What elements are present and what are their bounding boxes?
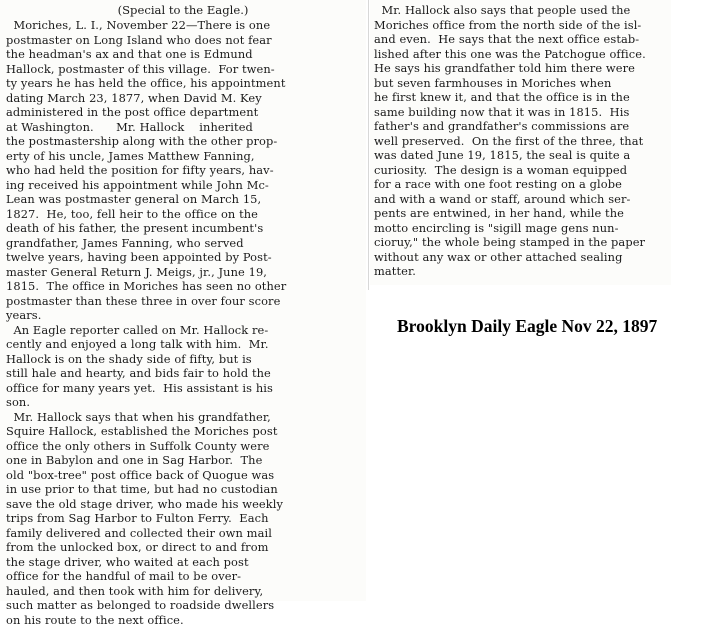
article-text-line: the postmastership along with the other prop- (6, 134, 286, 149)
article-text-line: Lean was postmaster general on March 15, (6, 192, 286, 207)
article-text-line: Moriches, L. I., November 22—There is one (6, 18, 286, 33)
source-caption: Brooklyn Daily Eagle Nov 22, 1897 (397, 316, 657, 337)
article-text-line: death of his father, the present incumbent's (6, 221, 286, 236)
article-column-left (0, 0, 366, 601)
article-text-line: office for many years yet. His assistant is his (6, 381, 286, 396)
article-text-line: in use prior to that time, but had no custodian (6, 482, 286, 497)
article-text-line: 1815. The office in Moriches has seen no other (6, 279, 286, 294)
article-text-line: master General Return J. Meigs, jr., June 19, (6, 265, 286, 280)
article-text-line: matter. (374, 264, 646, 279)
article-text-line: Squire Hallock, established the Moriches post (6, 424, 286, 439)
article-text-line: twelve years, having been appointed by Post- (6, 250, 286, 265)
article-text-line: well preserved. On the first of the three, that (374, 134, 646, 149)
article-text-line: cioruy," the whole being stamped in the paper (374, 235, 646, 250)
article-column-right (370, 0, 671, 285)
article-text-line: office for the handful of mail to be over- (6, 569, 286, 584)
article-text-line: trips from Sag Harbor to Fulton Ferry. Each (6, 511, 286, 526)
article-text-line: father's and grandfather's commissions are (374, 119, 646, 134)
article-text-line: Hallock is on the shady side of fifty, but is (6, 352, 286, 367)
right-column-text (374, 3, 646, 279)
article-text-line: and with a wand or staff, around which ser- (374, 192, 646, 207)
article-text-line: Mr. Hallock also says that people used the (374, 3, 646, 18)
article-text-line: ty years he has held the office, his appointment (6, 76, 286, 91)
left-column-text (6, 18, 286, 627)
article-text-line: the headman's ax and that one is Edmund (6, 47, 286, 62)
article-text-line: He says his grandfather told him there were (374, 61, 646, 76)
article-text-line: but seven farmhouses in Moriches when (374, 76, 646, 91)
article-text-line: he first knew it, and that the office is in the (374, 90, 646, 105)
article-text-line: such matter as belonged to roadside dwellers (6, 598, 286, 613)
column-divider (368, 0, 369, 290)
article-text-line: one in Babylon and one in Sag Harbor. The (6, 453, 286, 468)
article-text-line: save the old stage driver, who made his weekly (6, 497, 286, 512)
article-text-line: old "box-tree" post office back of Quogue was (6, 468, 286, 483)
article-text-line: curiosity. The design is a woman equipped (374, 163, 646, 178)
article-text-line: office the only others in Suffolk County were (6, 439, 286, 454)
article-text-line: same building now that it was in 1815. His (374, 105, 646, 120)
article-text-line: without any wax or other attached sealing (374, 250, 646, 265)
article-text-line: who had held the position for fifty years, hav- (6, 163, 286, 178)
article-text-line: at Washington. Mr. Hallock inherited (6, 120, 286, 135)
article-text-line: years. (6, 308, 286, 323)
article-text-line: postmaster than these three in over four score (6, 294, 286, 309)
article-text-line: family delivered and collected their own mail (6, 526, 286, 541)
article-text-line: hauled, and then took with him for delivery, (6, 584, 286, 599)
article-text-line: ing received his appointment while John Mc- (6, 178, 286, 193)
article-text-line: on his route to the next office. (6, 613, 286, 627)
article-text-line: son. (6, 395, 286, 410)
article-text-line: from the unlocked box, or direct to and from (6, 540, 286, 555)
article-text-line: was dated June 19, 1815, the seal is quite a (374, 148, 646, 163)
article-header: (Special to the Eagle.) (0, 3, 366, 18)
article-text-line: postmaster on Long Island who does not fear (6, 33, 286, 48)
article-text-line: erty of his uncle, James Matthew Fanning, (6, 149, 286, 164)
article-text-line: pents are entwined, in her hand, while the (374, 206, 646, 221)
article-text-line: cently and enjoyed a long talk with him. Mr. (6, 337, 286, 352)
article-text-line: Mr. Hallock says that when his grandfather, (6, 410, 286, 425)
article-text-line: dating March 23, 1877, when David M. Key (6, 91, 286, 106)
article-text-line: and even. He says that the next office estab- (374, 32, 646, 47)
article-text-line: motto encircling is "sigill mage gens nun- (374, 221, 646, 236)
article-text-line: Moriches office from the north side of the isl- (374, 18, 646, 33)
article-text-line: 1827. He, too, fell heir to the office on the (6, 207, 286, 222)
article-text-line: still hale and hearty, and bids fair to hold the (6, 366, 286, 381)
article-text-line: the stage driver, who waited at each post (6, 555, 286, 570)
article-text-line: Hallock, postmaster of this village. For twen- (6, 62, 286, 77)
article-text-line: administered in the post office department (6, 105, 286, 120)
article-text-line: grandfather, James Fanning, who served (6, 236, 286, 251)
article-text-line: lished after this one was the Patchogue office. (374, 47, 646, 62)
article-text-line: An Eagle reporter called on Mr. Hallock re- (6, 323, 286, 338)
article-text-line: for a race with one foot resting on a globe (374, 177, 646, 192)
